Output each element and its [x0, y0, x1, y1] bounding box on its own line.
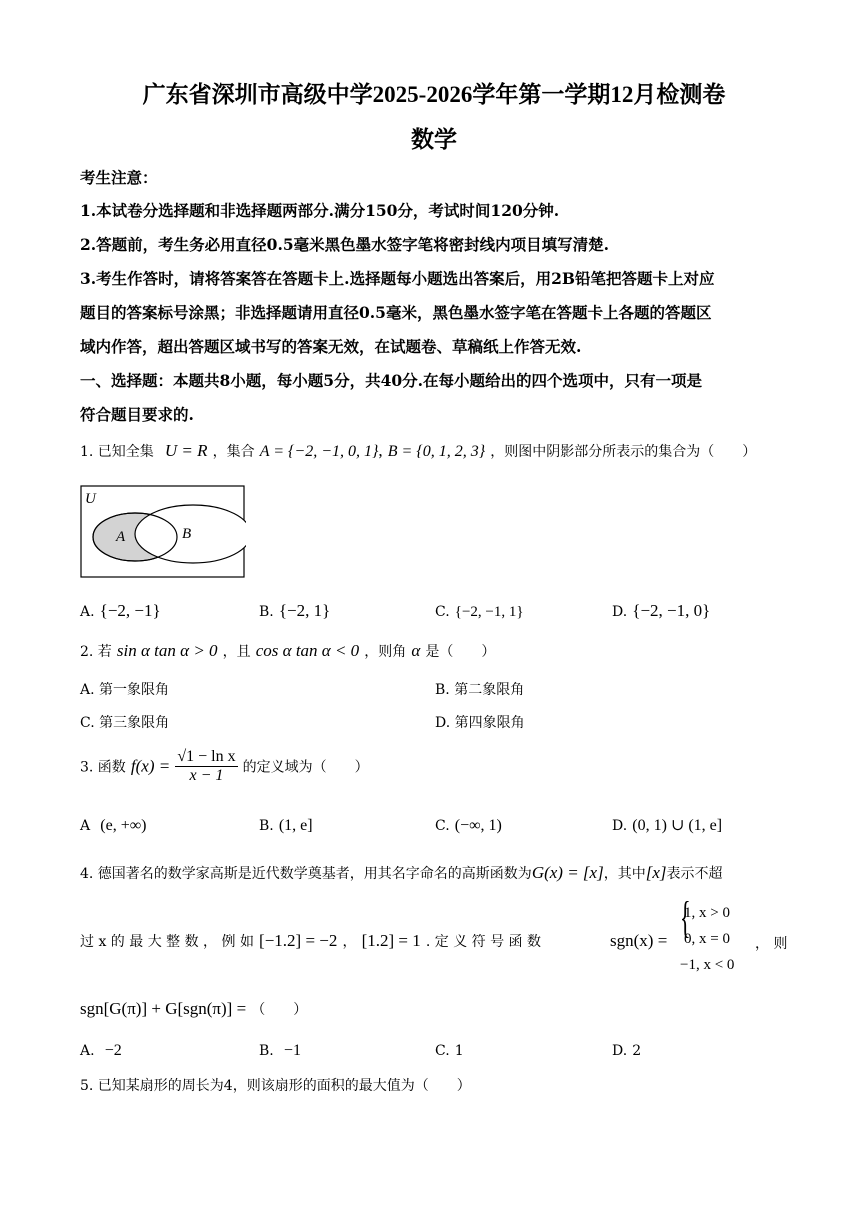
- q1-option-b[interactable]: B. {−2, 1}: [259, 601, 331, 620]
- notice-item-1: 1.本试卷分选择题和非选择题两部分.满分150分，考试时间120分钟.: [80, 201, 560, 220]
- q4-option-b[interactable]: B. −1: [259, 1042, 301, 1059]
- q4-example-2: [1.2] = 1: [361, 931, 421, 950]
- q1-set-a: A = {−2, −1, 0, 1}: [259, 443, 379, 460]
- q2-condition-2: cos α tan α < 0: [255, 641, 360, 660]
- notice-item-3-line2: 题目的答案标号涂黑；非选择题请用直径0.5毫米，黑色墨水签字笔在答题卡上各题的答题区: [80, 303, 712, 322]
- q2-alpha: α: [411, 641, 421, 660]
- venn-label-a: A: [116, 529, 126, 545]
- subject-title: 数学: [411, 127, 457, 152]
- notice-item-3-line3: 域内作答，超出答题区域书写的答案无效，在试题卷、草稿纸上作答无效.: [80, 337, 582, 356]
- q4-expression: sgn[G(π)] + G[sgn(π)] =: [80, 999, 247, 1018]
- venn-label-b: B: [182, 526, 192, 542]
- q4-bracket-x: [x]: [645, 863, 667, 882]
- q1-option-c[interactable]: C. {−2, −1, 1}: [435, 604, 524, 620]
- q1-text-2: ，集合: [212, 444, 255, 460]
- exam-title: 广东省深圳市高级中学2025-2026学年第一学期12月检测卷: [142, 82, 726, 107]
- q1-universal-set: U = R: [164, 441, 208, 460]
- q1-set-b: B = {0, 1, 2, 3}: [387, 443, 486, 460]
- q4-case-1: 1, x > 0: [684, 905, 730, 921]
- q1-option-d[interactable]: D. {−2, −1, 0}: [612, 601, 711, 620]
- question-4-line2: 过 x 的 最 大 整 数 ， 例 如 [−1.2] = −2 ， [1.2] = 1 . 定 义 符 号 函 数: [80, 931, 541, 950]
- q3-option-d[interactable]: D. (0, 1) ∪ (1, e]: [612, 817, 723, 834]
- q3-option-a[interactable]: A (e, +∞): [80, 817, 147, 834]
- venn-diagram: [80, 485, 246, 579]
- q4-case-2: 0, x = 0: [684, 931, 730, 947]
- question-5-stem: 5. 已知某扇形的周长为4，则该扇形的面积的最大值为（ ）: [80, 1078, 471, 1094]
- venn-label-u: U: [85, 491, 96, 507]
- q1-option-a[interactable]: A. {−2, −1}: [80, 601, 161, 620]
- section-heading: 一、选择题：本题共8小题，每小题5分，共40分.在每小题给出的四个选项中，只有一项是: [80, 371, 703, 390]
- q4-option-d[interactable]: D. 2: [612, 1043, 642, 1059]
- q4-case-3: −1, x < 0: [680, 957, 735, 973]
- q3-fraction: [175, 748, 237, 785]
- q4-example-1: [−1.2] = −2: [259, 931, 338, 950]
- q3-option-c[interactable]: C. (−∞, 1): [435, 817, 502, 834]
- q2-option-b[interactable]: B. 第二象限角: [435, 682, 525, 698]
- notice-heading: 考生注意：: [80, 168, 158, 187]
- q1-comma: ,: [378, 441, 383, 460]
- question-1-stem: [80, 441, 756, 461]
- notice-item-2: 2.答题前，考生务必用直径0.5毫米黑色墨水签字笔将密封线内项目填写清楚.: [80, 235, 610, 254]
- q2-option-d[interactable]: D. 第四象限角: [435, 715, 525, 731]
- q4-text-then: ， 则: [755, 936, 788, 952]
- notice-item-3: 3.考生作答时，请将答案答在答题卡上.选择题每小题选出答案后，用2B铅笔把答题卡上对应: [80, 269, 715, 288]
- q4-gauss-function: G(x) = [x]: [531, 863, 604, 882]
- q3-function: f(x) =: [130, 756, 171, 776]
- q1-text-1: 1. 已知全集: [80, 444, 154, 460]
- section-heading-line2: 符合题目要求的.: [80, 405, 194, 424]
- q2-option-c[interactable]: C. 第三象限角: [80, 715, 170, 731]
- q4-option-c[interactable]: C. 1: [435, 1043, 464, 1059]
- q4-sgn-label: sgn(x) =: [610, 931, 668, 950]
- question-3-stem: 3. 函数 f(x) = $\frac{\text{√1 − ln x}}{x - 1}$ 的定义域为（ ）: [80, 748, 369, 784]
- q4-option-a[interactable]: A. −2: [80, 1042, 122, 1059]
- question-4-stem: 4. 德国著名的数学家高斯是近代数学奠基者，用其名字命名的高斯函数为G(x) = [x]，其中[x]表示不超: [80, 863, 723, 882]
- q2-condition-1: sin α tan α > 0: [116, 641, 218, 660]
- q2-option-a[interactable]: A. 第一象限角: [80, 682, 170, 698]
- question-2-stem: 2. 若 sin α tan α > 0 ，且 cos α tan α < 0 ，则角 α 是（ ）: [80, 641, 496, 660]
- question-4-line3: sgn[G(π)] + G[sgn(π)] = （ ）: [80, 999, 308, 1018]
- q3-numerator: √1 − ln x: [177, 748, 236, 765]
- q3-denominator: x − 1: [189, 767, 224, 784]
- q4-cases-brace: {: [680, 893, 691, 942]
- q1-text-3: ，则图中阴影部分所表示的集合为（ ）: [490, 444, 757, 460]
- q3-option-b[interactable]: B. (1, e]: [259, 817, 313, 834]
